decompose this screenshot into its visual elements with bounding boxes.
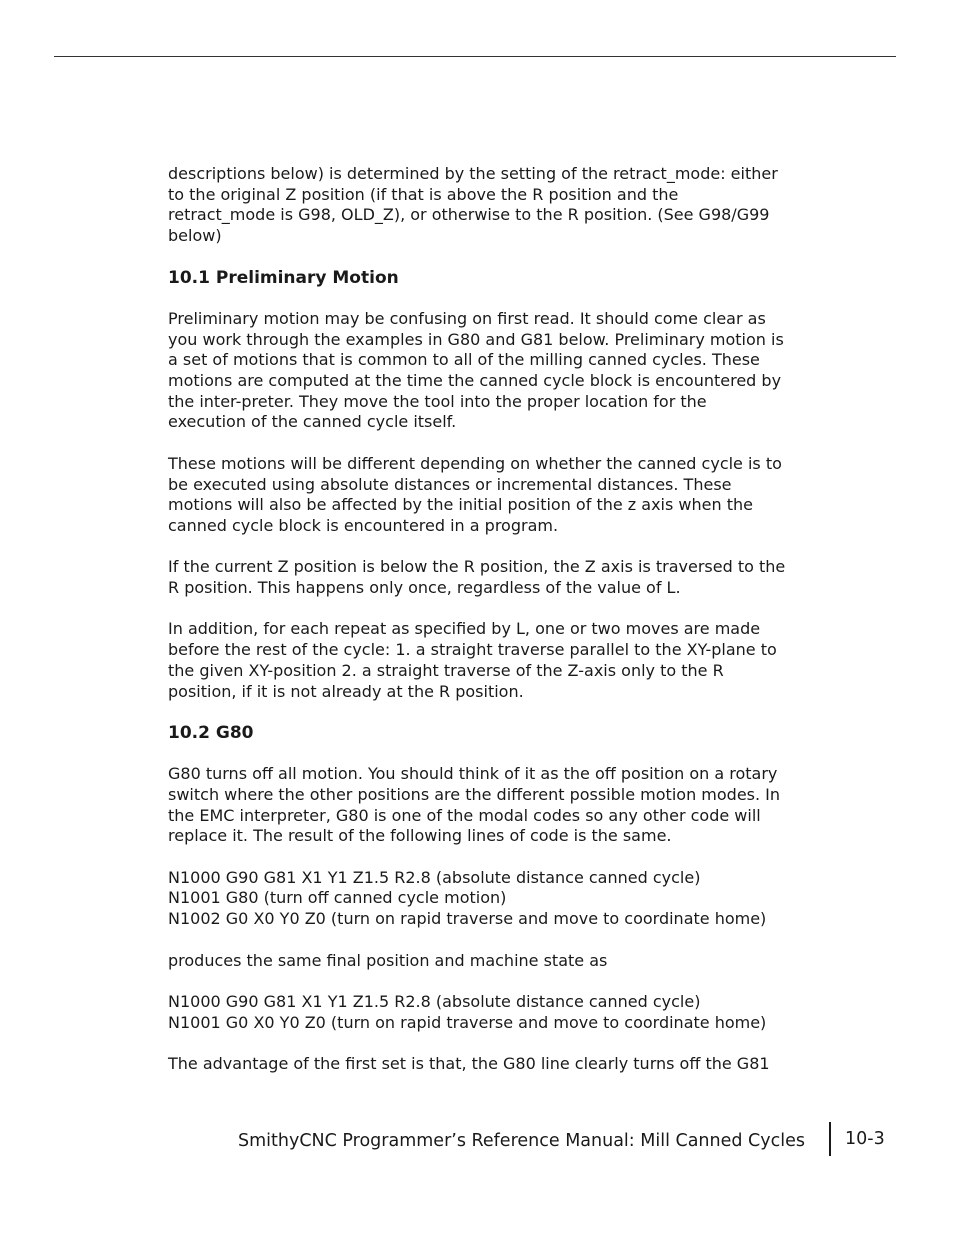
body-paragraph: Preliminary motion may be confusing on first read. It should come clear as you work through the examples in G80 and G81 below. Preliminary motion is a set of motions that is common to all of the milling canned cycles. These motions are computed at the time the canned cycle block is encountered by the inter-preter. They move the tool into the proper location for the execution of the canned cycle itself.	[168, 308, 784, 432]
body-paragraph: G80 turns off all motion. You should think of it as the off position on a rotary switch where the other positions are the different possible motion modes. In the EMC interpreter, G80 is one of the modal codes so any other code will replace it. The result of the following lines of code is the same.	[168, 764, 781, 846]
code-line: N1000 G90 G81 X1 Y1 Z1.5 R2.8 (absolute distance canned cycle)	[168, 867, 701, 887]
body-paragraph: The advantage of the first set is that, the G80 line clearly turns off the G81	[168, 1054, 770, 1074]
header-rule	[54, 56, 896, 57]
code-line: N1002 G0 X0 Y0 Z0 (turn on rapid traverse and move to coordinate home)	[168, 909, 767, 929]
intro-paragraph: descriptions below) is determined by the setting of the retract_mode: either to the original Z position (if that is above the R position and the retract_mode is G98, OLD_Z), or otherwise to the R position. (See G98/G99 below)	[168, 164, 778, 246]
body-paragraph: If the current Z position is below the R position, the Z axis is traversed to the R position. This happens only once, regardless of the value of L.	[168, 557, 786, 597]
section-heading-preliminary-motion: 10.1 Preliminary Motion	[168, 267, 399, 288]
body-paragraph: These motions will be different depending on whether the canned cycle is to be executed using absolute distances or incremental distances. These motions will also be affected by the initial position of the z axis when the canned cycle block is encountered in a program.	[168, 453, 782, 535]
code-line: N1001 G0 X0 Y0 Z0 (turn on rapid traverse and move to coordinate home)	[168, 1012, 767, 1032]
code-line: N1000 G90 G81 X1 Y1 Z1.5 R2.8 (absolute distance canned cycle)	[168, 991, 701, 1011]
footer-divider	[829, 1122, 831, 1156]
code-example-1	[168, 868, 788, 930]
code-line: N1001 G80 (turn off canned cycle motion)	[168, 888, 507, 908]
body-paragraph: In addition, for each repeat as specified by L, one or two moves are made before the rest of the cycle: 1. a straight traverse parallel to the XY-plane to the given XY-position 2. a straight traverse of the Z-axis only to the R position, if it is not already at the R position.	[168, 619, 777, 701]
page-number: 10-3	[845, 1129, 885, 1149]
code-example-2	[168, 992, 788, 1033]
footer-manual-title: SmithyCNC Programmer’s Reference Manual: Mill Canned Cycles	[238, 1131, 805, 1151]
section-heading-g80: 10.2 G80	[168, 722, 254, 743]
body-paragraph: produces the same final position and machine state as	[168, 950, 608, 970]
page-body	[168, 164, 788, 1095]
